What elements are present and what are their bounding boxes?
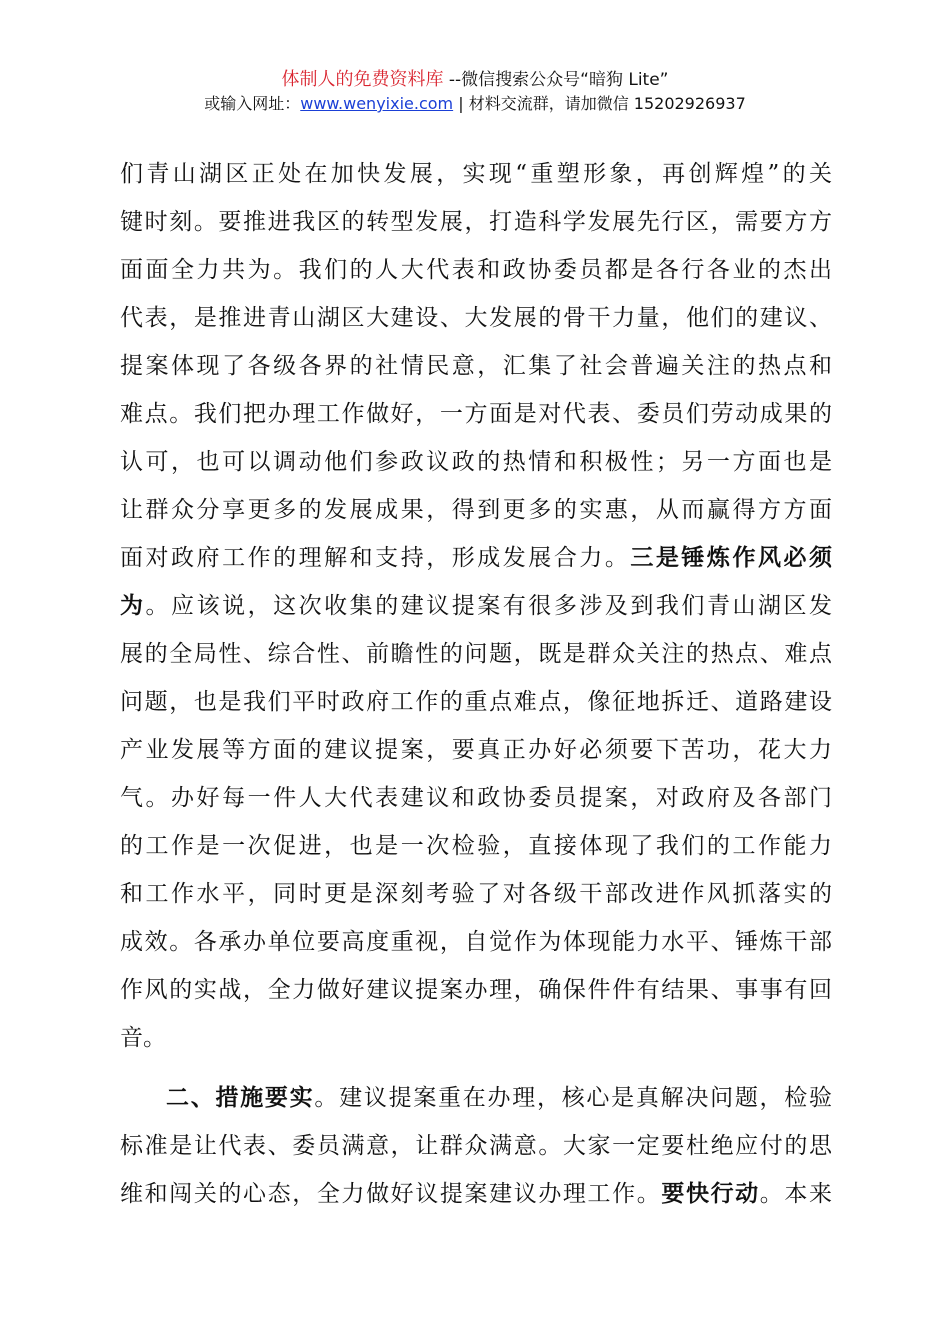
text-segment: 。建议提案重在办理，核心是真解决问题，检验 — [314, 1085, 833, 1111]
text-line: 提案体现了各级各界的社情民意，汇集了社会普遍关注的热点和 — [120, 353, 832, 379]
brand-name: 体制人的免费资料库 — [281, 69, 444, 90]
text-line: 展的全局性、综合性、前瞻性的问题，既是群众关注的热点、难点 — [120, 641, 832, 667]
text-line: 难点。我们把办理工作做好，一方面是对代表、委员们劳动成果的 — [120, 401, 832, 427]
search-hint: --微信搜索公众号“暗狗 Lite” — [443, 70, 669, 90]
document-body — [120, 150, 832, 1218]
text-line — [120, 534, 832, 582]
text-line: 认可，也可以调动他们参政议政的热情和积极性；另一方面也是 — [120, 449, 832, 475]
website-link[interactable]: www.wenyixie.com — [300, 94, 454, 113]
section-heading: 二、措施要实 — [166, 1085, 315, 1111]
url-label: 或输入网址： — [204, 94, 301, 113]
text-line: 气。办好每一件人大代表建议和政协委员提案，对政府及各部门 — [120, 785, 832, 811]
text-line: 成效。各承办单位要高度重视，自觉作为体现能力水平、锤炼干部 — [120, 929, 832, 955]
text-line — [120, 1170, 832, 1218]
paragraph-gap — [120, 1062, 832, 1074]
bold-heading: 为 — [120, 593, 146, 619]
text-line: 们青山湖区正处在加快发展，实现“重塑形象，再创辉煌”的关 — [120, 161, 832, 187]
header-line-1 — [0, 68, 950, 92]
contact-info: 材料交流群，请加微信 15202926937 — [468, 94, 746, 113]
text-line: 面面全力共为。我们的人大代表和政协委员都是各行各业的杰出 — [120, 257, 832, 283]
text-line: 让群众分享更多的发展成果，得到更多的实惠，从而赢得方方面 — [120, 497, 832, 523]
text-line — [120, 582, 832, 630]
text-line: 产业发展等方面的建议提案，要真正办好必须要下苦功，花大力 — [120, 737, 832, 763]
text-line: 键时刻。要推进我区的转型发展，打造科学发展先行区，需要方方 — [120, 209, 832, 235]
text-segment: 。本来 — [759, 1181, 833, 1207]
page-header — [0, 68, 950, 116]
text-line: 的工作是一次促进，也是一次检验，直接体现了我们的工作能力 — [120, 833, 832, 859]
text-line: 代表，是推进青山湖区大建设、大发展的骨干力量，他们的建议、 — [120, 305, 832, 331]
text-line: 作风的实战，全力做好建议提案办理，确保件件有结果、事事有回 — [120, 977, 832, 1003]
bold-heading: 要快行动 — [661, 1181, 760, 1207]
text-segment: 维和闯关的心态，全力做好议提案建议办理工作。 — [120, 1181, 662, 1207]
text-line: 音。 — [120, 1025, 166, 1051]
bold-heading: 三是锤炼作风必须 — [630, 545, 833, 571]
text-line: 标准是让代表、委员满意，让群众满意。大家一定要杜绝应付的思 — [120, 1133, 832, 1159]
text-line — [120, 1074, 832, 1122]
text-line: 问题，也是我们平时政府工作的重点难点，像征地拆迁、道路建设 — [120, 689, 832, 715]
text-segment: 。应该说，这次收集的建议提案有很多涉及到我们青山湖区发 — [145, 593, 833, 619]
header-line-2 — [0, 92, 950, 116]
header-separator: | — [453, 94, 469, 113]
text-segment: 面对政府工作的理解和支持，形成发展合力。 — [120, 545, 631, 571]
text-line: 和工作水平，同时更是深刻考验了对各级干部改进作风抓落实的 — [120, 881, 832, 907]
